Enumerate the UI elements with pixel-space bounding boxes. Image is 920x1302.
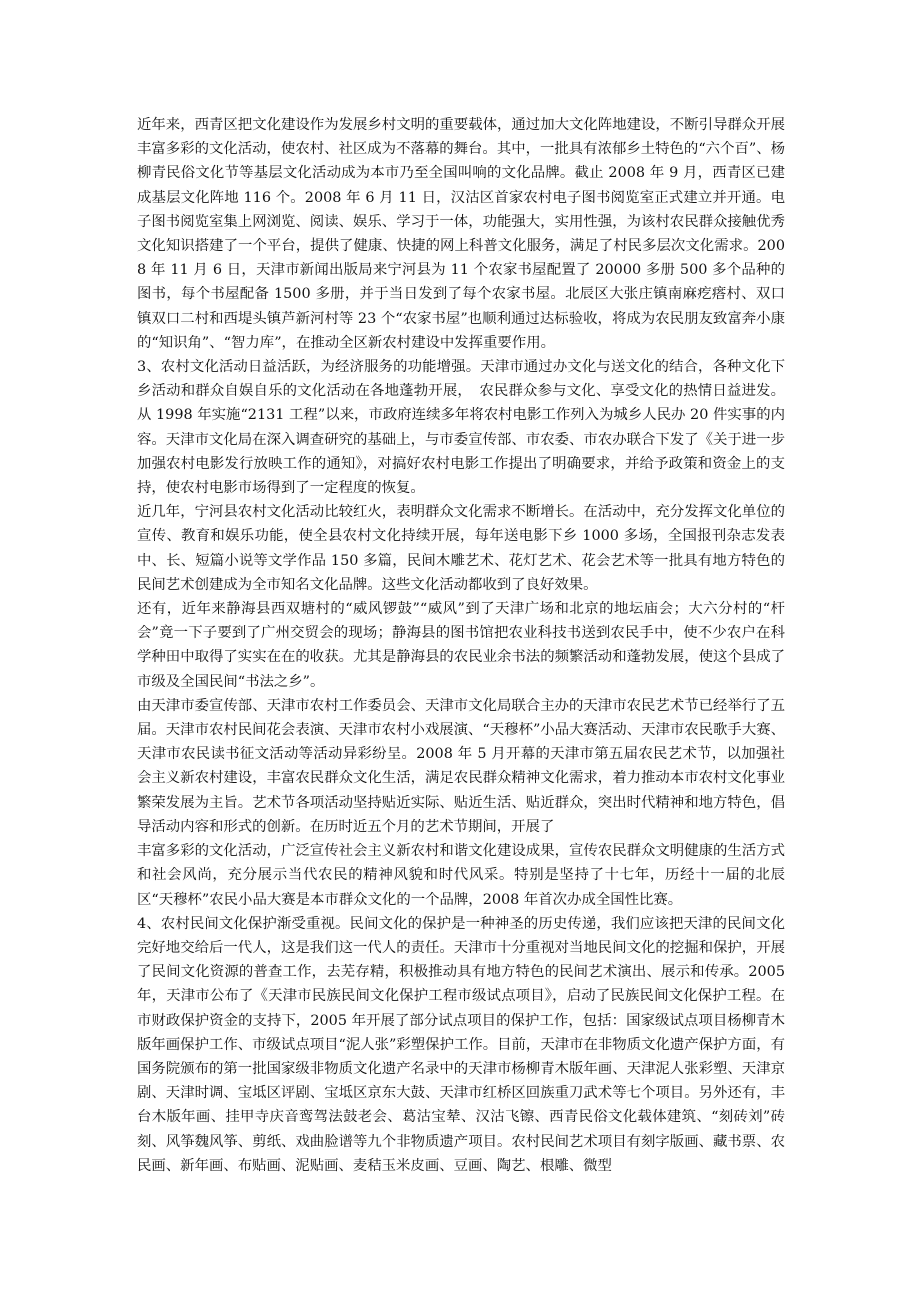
paragraph-festival-continued: 丰富多彩的文化活动，广泛宣传社会主义新农村和谐文化建设成果，宣传农民群众文明健康的生活方式和社会风尚，充分展示当代农民的精神风貌和时代风采。特别是坚持了十七年，历经十一届的北辰区“天穆杯”农民小品大赛是本市群众文化的一个品牌，2008 年首次办成全国性比赛。: [137, 843, 785, 908]
paragraph-jinghai-county: 还有，近年来静海县西双塘村的“威风锣鼓”“威风”到了天津广场和北京的地坛庙会；大六分村的“杆会”竟一下子要到了广州交贸会的现场；静海县的图书馆把农业科技书送到农民手中，使不少农户在科学种田中取得了实实在在的收获。尤其是静海县的农民业余书法的频繁活动和蓬勃发展，使这个县成了市级及全国民间“书法之乡”。: [137, 601, 785, 690]
paragraph-farmer-art-festival: 由天津市委宣传部、天津市农村工作委员会、天津市文化局联合主办的天津市农民艺术节已经举行了五届。天津市农村民间花会表演、天津市农村小戏展演、“天穆杯”小品大赛活动、天津市农民歌手大赛、天津市农民读书征文活动等活动异彩纷呈。2008 年 5 月开幕的天津市第五届农民艺术节，以加强社会主义新农村建设，丰富农民群众文化生活，满足农民群众精神文化需求，着力推动本市农村文化事业繁荣发展为主旨。艺术节各项活动坚持贴近实际、贴近生活、贴近群众，突出时代精神和地方特色，倡导活动内容和形式的创新。在历时近五个月的艺术节期间，开展了: [137, 697, 785, 835]
paragraph-xiqing-culture: 近年来，西青区把文化建设作为发展乡村文明的重要载体，通过加大文化阵地建设，不断引导群众开展丰富多彩的文化活动，使农村、社区成为不落幕的舞台。其中，一批具有浓郁乡土特色的“六个百”、杨柳青民俗文化节等基层文化活动成为本市乃至全国叫响的文化品牌。截止 2008 年 9 月，西青区已建成基层文化阵地 116 个。2008 年 6 月 11 日，汉沽区首家农村电子图书阅览室正式建立并开通。电子图书阅览室集上网浏览、阅读、娱乐、学习于一体，功能强大，实用性强，为该村农民群众接触优秀文化知识搭建了一个平台，提供了健康、快捷的网上科普文化服务，满足了村民多层次文化需求。2008 年 11 月 6 日，天津市新闻出版局来宁河县为 11 个农家书屋配置了 20000 多册 500 多个品种的图书，每个书屋配备 1500 多册，并于当日发到了每个农家书屋。北辰区大张庄镇南麻疙瘩村、双口镇双口二村和西堤头镇芦新河村等 23 个“农家书屋”也顺利通过达标验收，将成为农民朋友致富奔小康的“知识角”、“智力库”，在推动全区新农村建设中发挥重要作用。: [137, 117, 785, 351]
document-page: [137, 113, 785, 1178]
paragraph-ninghe-county: 近几年，宁河县农村文化活动比较红火，表明群众文化需求不断增长。在活动中，充分发挥文化单位的宣传、教育和娱乐功能，使全县农村文化持续开展，每年送电影下乡 1000 多场，全国报刊杂志发表中、长、短篇小说等文学作品 150 多篇，民间木雕艺术、花灯艺术、花会艺术等一批具有地方特色的民间艺术创建成为全市知名文化品牌。这些文化活动都收到了良好效果。: [137, 504, 785, 593]
paragraph-section-3-rural-activities: 3、农村文化活动日益活跃，为经济服务的功能增强。天津市通过办文化与送文化的结合，各种文化下乡活动和群众自娱自乐的文化活动在各地蓬勃开展， 农民群众参与文化、享受文化的热情日益进发。从 1998 年实施“2131 工程”以来，市政府连续多年将农村电影工作列入为城乡人民办 20 件实事的内容。天津市文化局在深入调查研究的基础上，与市委宣传部、市农委、市农办联合下发了《关于进一步加强农村电影发行放映工作的通知》，对搞好农村电影工作提出了明确要求，并给予政策和资金上的支持，使农村电影市场得到了一定程度的恢复。: [137, 359, 785, 497]
paragraph-section-4-folk-culture: 4、农村民间文化保护渐受重视。民间文化的保护是一种神圣的历史传递，我们应该把天津的民间文化完好地交给后一代人，这是我们这一代人的责任。天津市十分重视对当地民间文化的挖掘和保护，开展了民间文化资源的普查工作，去芜存精，积极推动具有地方特色的民间艺术演出、展示和传承。2005 年，天津市公布了《天津市民族民间文化保护工程市级试点项目》，启动了民族民间文化保护工程。在市财政保护资金的支持下，2005 年开展了部分试点项目的保护工作，包括：国家级试点项目杨柳青木版年画保护工作、市级试点项目“泥人张”彩塑保护工作。目前，天津市在非物质文化遗产保护方面，有国务院颁布的第一批国家级非物质文化遗产名录中的天津市杨柳青木版年画、天津泥人张彩塑、天津京剧、天津时调、宝坻区评剧、宝坻区京东大鼓、天津市红桥区回族重刀武术等七个项目。另外还有，丰台木版年画、挂甲寺庆音鸾驾法鼓老会、葛沽宝辇、汉沽飞镲、西青民俗文化载体建筑、“刻砖刘”砖刻、风筝魏风筝、剪纸、戏曲脸谱等九个非物质遗产项目。农村民间艺术项目有刻字版画、藏书票、农民画、新年画、布贴画、泥贴画、麦秸玉米皮画、豆画、陶艺、根雕、微型: [137, 915, 785, 1174]
